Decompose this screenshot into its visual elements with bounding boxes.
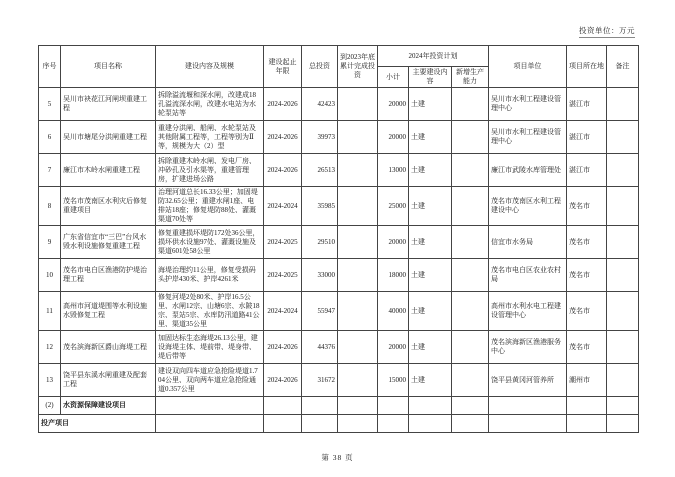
- cell-remark: [607, 88, 639, 121]
- cell-years: [264, 415, 302, 433]
- cell-project-unit: 廉江市武陵水库管理处: [489, 154, 567, 187]
- cell-total-investment: 26513: [302, 154, 338, 187]
- cell-location: 茂名市: [567, 292, 607, 331]
- cell-done-2023: [338, 397, 378, 415]
- cell-location: 潮州市: [567, 364, 607, 397]
- cell-total-investment: [302, 397, 338, 415]
- cell-project-unit: 饶平县黄冈河管养所: [489, 364, 567, 397]
- cell-subtotal: 20000: [378, 226, 409, 259]
- cell-seq: 13: [39, 364, 61, 397]
- cell-total-investment: 44376: [302, 331, 338, 364]
- cell-subtotal: 20000: [378, 331, 409, 364]
- cell-years: 2024-2026: [264, 364, 302, 397]
- cell-main-content: 土建: [409, 187, 452, 226]
- cell-new-capacity: [452, 121, 489, 154]
- table-row: [39, 331, 639, 364]
- cell-total-investment: 33000: [302, 259, 338, 292]
- cell-content-scale: 海堤治理约11公里，修复受损码头护岸430米、护岸4261米: [156, 259, 264, 292]
- cell-subtotal: 13000: [378, 154, 409, 187]
- cell-project-unit: 吴川市水利工程建设管理中心: [489, 121, 567, 154]
- cell-location: 茂名市: [567, 331, 607, 364]
- cell-remark: [607, 397, 639, 415]
- cell-done-2023: [338, 154, 378, 187]
- cell-seq: (2): [39, 397, 61, 415]
- cell-seq: 7: [39, 154, 61, 187]
- cell-content-scale: 拆除重建木岭水闸、发电厂房、冲砂孔及引水渠等，重建管理房，扩建进场公路: [156, 154, 264, 187]
- header-years: 建设起止年限: [264, 46, 302, 88]
- cell-remark: [607, 187, 639, 226]
- cell-project-unit: [489, 415, 567, 433]
- cell-subtotal: 20000: [378, 121, 409, 154]
- cell-done-2023: [338, 415, 378, 433]
- cell-years: 2024-2026: [264, 331, 302, 364]
- header-project-name: 项目名称: [61, 46, 156, 88]
- cell-done-2023: [338, 88, 378, 121]
- cell-new-capacity: [452, 226, 489, 259]
- cell-new-capacity: [452, 259, 489, 292]
- cell-new-capacity: [452, 88, 489, 121]
- cell-main-content: [409, 397, 452, 415]
- cell-project-name: 吴川市袂花江河闸坝重建工程: [61, 88, 156, 121]
- table-row: [39, 292, 639, 331]
- table-row: [39, 121, 639, 154]
- cell-years: [264, 397, 302, 415]
- cell-total-investment: 31672: [302, 364, 338, 397]
- cell-project-unit: 高州市水利水电工程建设管理中心: [489, 292, 567, 331]
- cell-done-2023: [338, 121, 378, 154]
- cell-project-unit: 茂名滨海新区渔港服务中心: [489, 331, 567, 364]
- cell-content-scale: 修复河堤2处80米、护岸16.5公里、水闸12宗、山塘6宗、水陂18宗、泵站5宗、水库防汛道路41公里、渠道35公里: [156, 292, 264, 331]
- cell-total-investment: 29510: [302, 226, 338, 259]
- cell-content-scale: [156, 415, 264, 433]
- cell-project-name: 茂名市茂南区水利灾后修复重建项目: [61, 187, 156, 226]
- cell-main-content: [409, 415, 452, 433]
- table-row: [39, 88, 639, 121]
- table-body: [39, 88, 639, 433]
- cell-location: 湛江市: [567, 121, 607, 154]
- cell-new-capacity: [452, 415, 489, 433]
- header-new-capacity: 新增生产能力: [452, 67, 489, 88]
- cell-project-name: 茂名滨海新区爵山海堤工程: [61, 331, 156, 364]
- cell-content-scale: 加固达标生态海堤26.13公里，建设海堤主体、堤前带、堤身带、堤后带等: [156, 331, 264, 364]
- header-content-scale: 建设内容及规模: [156, 46, 264, 88]
- cell-project-unit: 吴川市水利工程建设管理中心: [489, 88, 567, 121]
- unit-note: 投资单位：万元: [579, 25, 635, 38]
- cell-done-2023: [338, 226, 378, 259]
- cell-location: 湛江市: [567, 88, 607, 121]
- cell-subtotal: [378, 415, 409, 433]
- cell-seq: 12: [39, 331, 61, 364]
- cell-content-scale: 修复重建损坏堤防172处36公里，损坏供水设施97处、灌溉设施及渠道601处58公里: [156, 226, 264, 259]
- section-title: 投产项目: [39, 415, 156, 433]
- cell-content-scale: 拆除溢流堰和深水闸，改建成18孔溢流深水闸，改建水电站为水轮泵站等: [156, 88, 264, 121]
- header-remark: 备注: [607, 46, 639, 88]
- cell-content-scale: 重建分洪闸、船闸、水轮泵站及其他附属工程等，工程等别为Ⅱ等，规模为大（2）型: [156, 121, 264, 154]
- table-row: [39, 226, 639, 259]
- cell-done-2023: [338, 187, 378, 226]
- cell-location: 茂名市: [567, 187, 607, 226]
- cell-remark: [607, 121, 639, 154]
- table-row: [39, 154, 639, 187]
- cell-done-2023: [338, 259, 378, 292]
- table-row: [39, 364, 639, 397]
- cell-years: 2024-2025: [264, 226, 302, 259]
- cell-project-name: 茂名市电白区渔港防护堤治理工程: [61, 259, 156, 292]
- cell-project-unit: 茂名市茂南区水利工程建设中心: [489, 187, 567, 226]
- header-total-investment: 总投资: [302, 46, 338, 88]
- header-subtotal: 小计: [378, 67, 409, 88]
- cell-subtotal: 20000: [378, 88, 409, 121]
- cell-location: [567, 415, 607, 433]
- cell-subtotal: [378, 397, 409, 415]
- cell-main-content: 土建: [409, 331, 452, 364]
- cell-remark: [607, 364, 639, 397]
- cell-remark: [607, 415, 639, 433]
- cell-seq: 11: [39, 292, 61, 331]
- cell-seq: 10: [39, 259, 61, 292]
- cell-seq: 5: [39, 88, 61, 121]
- table-row: [39, 397, 639, 415]
- cell-years: 2024-2025: [264, 259, 302, 292]
- cell-main-content: 土建: [409, 364, 452, 397]
- table-row: [39, 259, 639, 292]
- cell-location: 茂名市: [567, 259, 607, 292]
- cell-total-investment: 42423: [302, 88, 338, 121]
- cell-years: 2024-2024: [264, 187, 302, 226]
- cell-done-2023: [338, 364, 378, 397]
- cell-new-capacity: [452, 364, 489, 397]
- cell-new-capacity: [452, 331, 489, 364]
- cell-total-investment: 39973: [302, 121, 338, 154]
- page-number: 第 38 页: [321, 453, 354, 462]
- cell-content-scale: [156, 397, 264, 415]
- header-project-unit: 项目单位: [489, 46, 567, 88]
- cell-project-name: 廉江市木岭水闸重建工程: [61, 154, 156, 187]
- table-row: [39, 415, 639, 433]
- cell-new-capacity: [452, 397, 489, 415]
- cell-seq: 9: [39, 226, 61, 259]
- cell-project-unit: 信宜市水务局: [489, 226, 567, 259]
- cell-project-name: 饶平县东溪水闸重建及配套工程: [61, 364, 156, 397]
- cell-subtotal: 15000: [378, 364, 409, 397]
- cell-years: 2024-2026: [264, 121, 302, 154]
- header-done-2023: 到2023年底累计完成投资: [338, 46, 378, 88]
- header-seq: 序号: [39, 46, 61, 88]
- cell-done-2023: [338, 292, 378, 331]
- cell-new-capacity: [452, 292, 489, 331]
- header-plan-2024: 2024年投资计划: [378, 46, 489, 67]
- cell-new-capacity: [452, 187, 489, 226]
- cell-subtotal: 40000: [378, 292, 409, 331]
- cell-total-investment: 55947: [302, 292, 338, 331]
- cell-content-scale: 建设双向四车道应急抢险堤道1.704公里、双向两车道应急抢险通道0.357公里: [156, 364, 264, 397]
- cell-years: 2024-2024: [264, 292, 302, 331]
- cell-total-investment: [302, 415, 338, 433]
- cell-project-name: 高州市河道堤围等水利设施水毁修复工程: [61, 292, 156, 331]
- cell-main-content: 土建: [409, 154, 452, 187]
- cell-remark: [607, 259, 639, 292]
- header-location: 项目所在地: [567, 46, 607, 88]
- cell-main-content: 土建: [409, 88, 452, 121]
- section-title: 水资源保障建设项目: [61, 397, 156, 415]
- cell-total-investment: 35985: [302, 187, 338, 226]
- table-row: [39, 187, 639, 226]
- investment-plan-table: [38, 45, 639, 433]
- cell-main-content: 土建: [409, 292, 452, 331]
- cell-project-unit: [489, 397, 567, 415]
- cell-years: 2024-2026: [264, 154, 302, 187]
- header-main-content: 主要建设内容: [409, 67, 452, 88]
- cell-remark: [607, 292, 639, 331]
- cell-seq: 8: [39, 187, 61, 226]
- cell-remark: [607, 331, 639, 364]
- cell-project-name: 吴川市塘尾分洪闸重建工程: [61, 121, 156, 154]
- cell-location: [567, 397, 607, 415]
- cell-remark: [607, 226, 639, 259]
- cell-done-2023: [338, 331, 378, 364]
- table-header: [39, 46, 639, 88]
- cell-project-name: 广东省信宜市“三巴”台风水毁水利设施修复重建工程: [61, 226, 156, 259]
- cell-location: 茂名市: [567, 226, 607, 259]
- cell-subtotal: 25000: [378, 187, 409, 226]
- cell-main-content: 土建: [409, 259, 452, 292]
- cell-main-content: 土建: [409, 226, 452, 259]
- cell-main-content: 土建: [409, 121, 452, 154]
- cell-new-capacity: [452, 154, 489, 187]
- cell-content-scale: 治理河道总长16.33公里；加固堤防32.65公里；重建水闸1座、电排站18座；修复堤防88处、灌溉渠道70处等: [156, 187, 264, 226]
- cell-location: 湛江市: [567, 154, 607, 187]
- cell-remark: [607, 154, 639, 187]
- cell-project-unit: 茂名市电白区农业农村局: [489, 259, 567, 292]
- cell-years: 2024-2026: [264, 88, 302, 121]
- cell-seq: 6: [39, 121, 61, 154]
- cell-subtotal: 18000: [378, 259, 409, 292]
